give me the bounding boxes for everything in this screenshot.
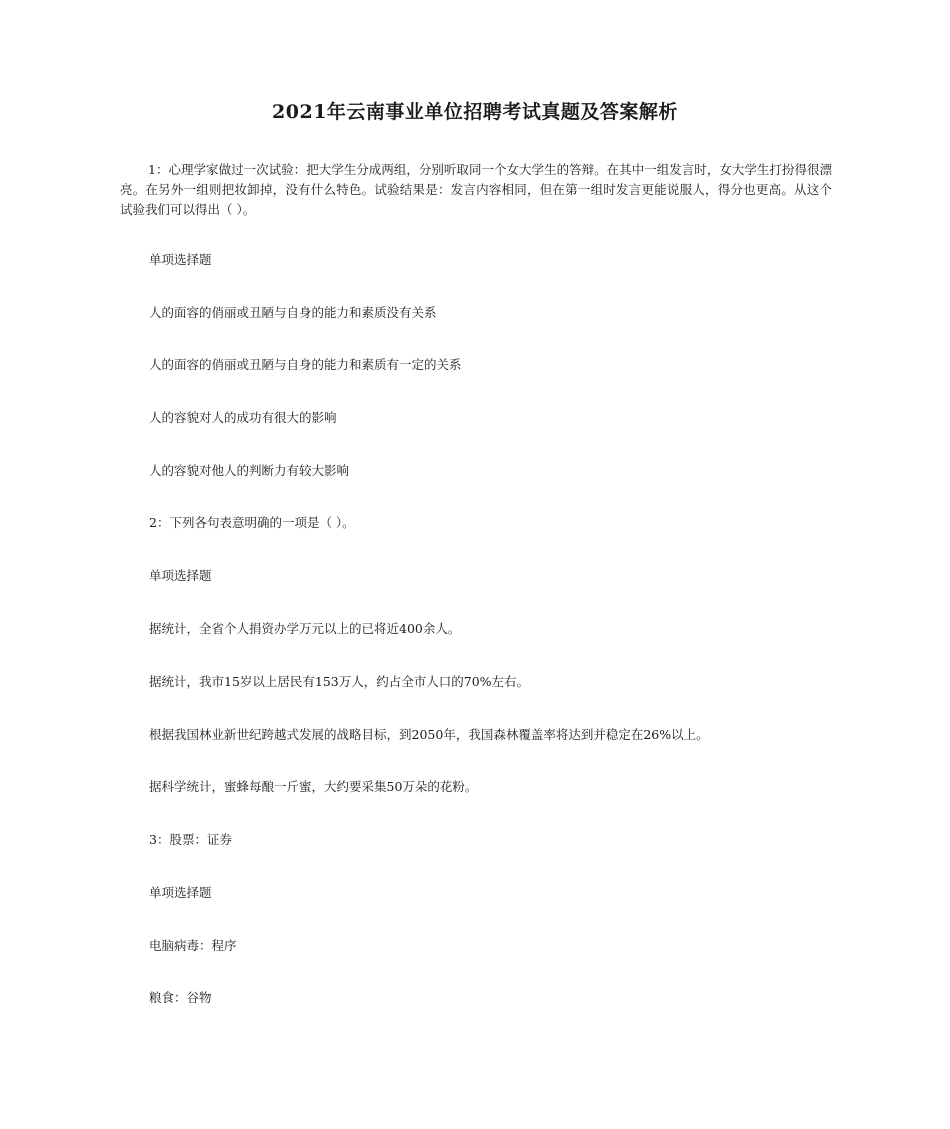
question-1-option-c: 人的容貌对人的成功有很大的影响 xyxy=(149,410,337,425)
question-3-option-a: 电脑病毒：程序 xyxy=(149,938,237,953)
question-3-type: 单项选择题 xyxy=(149,885,212,900)
question-2-option-d: 据科学统计，蜜蜂每酿一斤蜜，大约要采集50万朵的花粉。 xyxy=(149,779,478,794)
question-1-option-d: 人的容貌对他人的判断力有较大影响 xyxy=(149,463,350,478)
question-2-option-a: 据统计，全省个人捐资办学万元以上的已将近400余人。 xyxy=(149,621,461,636)
question-3-option-b: 粮食：谷物 xyxy=(149,990,212,1005)
question-2-stem: 2：下列各句表意明确的一项是（ ）。 xyxy=(149,515,355,530)
document-title: 2021年云南事业单位招聘考试真题及答案解析 xyxy=(272,101,678,123)
question-1-option-b: 人的面容的俏丽或丑陋与自身的能力和素质有一定的关系 xyxy=(149,357,462,372)
question-1-stem: 1：心理学家做过一次试验：把大学生分成两组，分别听取同一个女大学生的答辩。在其中一组发言时，女大学生打扮得很漂亮。在另外一组则把妆卸掉，没有什么特色。试验结果是：发言内容相同，但在第一组时发言更能说服人，得分也更高。从这个试验我们可以得出（ ）。 xyxy=(120,162,832,217)
question-2-type: 单项选择题 xyxy=(149,568,212,583)
question-3-stem: 3：股票：证券 xyxy=(149,832,232,847)
question-1-option-a: 人的面容的俏丽或丑陋与自身的能力和素质没有关系 xyxy=(149,305,437,320)
question-2-option-b: 据统计，我市15岁以上居民有153万人，约占全市人口的70%左右。 xyxy=(149,674,530,689)
question-2-option-c: 根据我国林业新世纪跨越式发展的战略目标，到2050年，我国森林覆盖率将达到并稳定在26%以上。 xyxy=(149,727,709,742)
question-1-type: 单项选择题 xyxy=(149,252,212,267)
